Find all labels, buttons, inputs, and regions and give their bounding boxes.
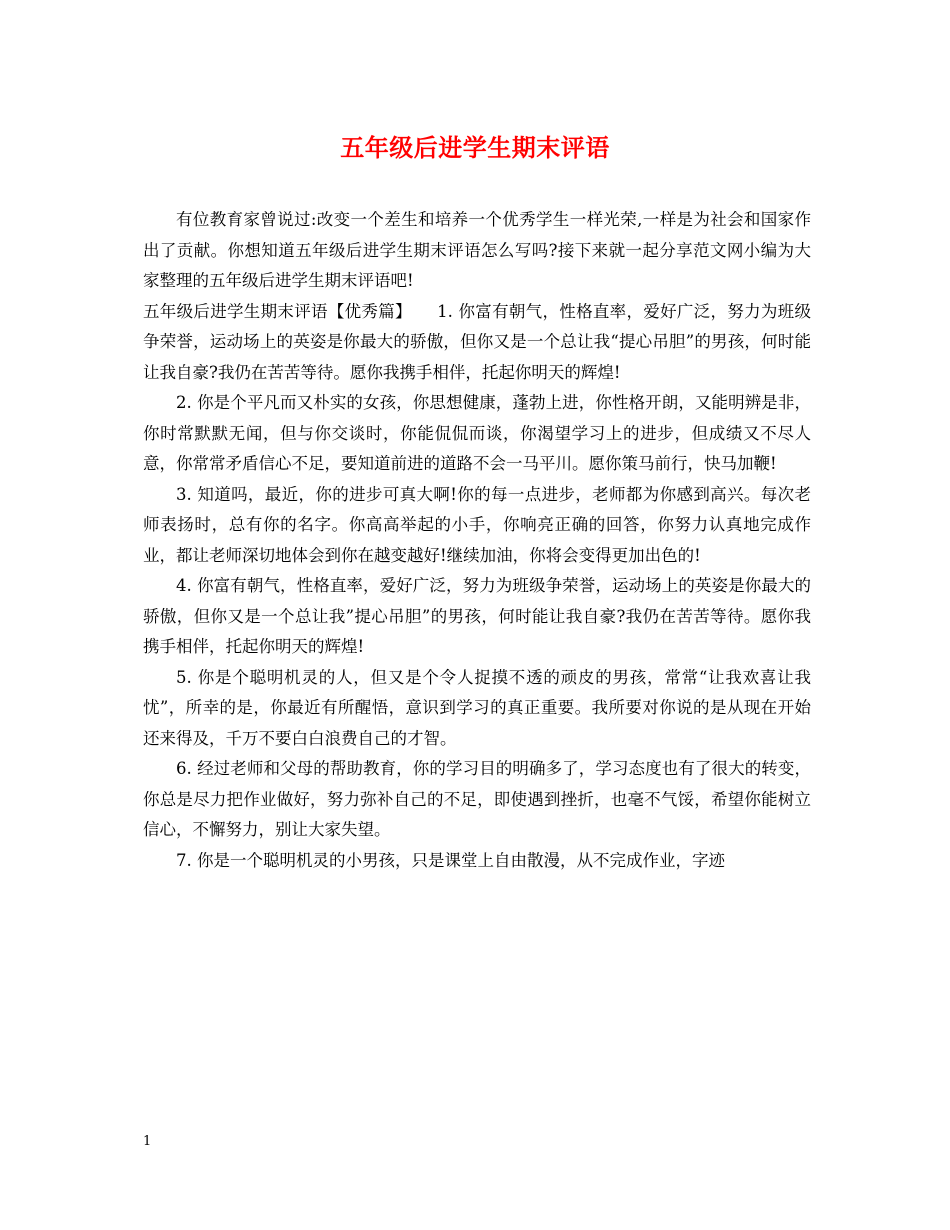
comment-paragraph-4: 4. 你富有朝气，性格直率，爱好广泛，努力为班级争荣誉，运动场上的英姿是你最大的骄傲，但你又是一个总让我”提心吊胆”的男孩，何时能让我自豪?我仍在苦苦等待。愿你我携手相伴，托起你明天的辉煌! — [143, 576, 811, 656]
document-body — [143, 205, 811, 876]
page-number: 1 — [143, 1134, 152, 1149]
comment-paragraph-5: 5. 你是个聪明机灵的人，但又是个令人捉摸不透的顽皮的男孩，常常“让我欢喜让我忧”，所幸的是，你最近有所醒悟，意识到学习的真正重要。我所要对你说的是从现在开始还来得及，千万不要白白浪费自己的才智。 — [143, 667, 811, 748]
comment-paragraph-3: 3. 知道吗，最近，你的进步可真大啊!你的每一点进步，老师都为你感到高兴。每次老师表扬时，总有你的名字。你高高举起的小手，你响亮正确的回答，你努力认真地完成作业，都让老师深切地体会到你在越变越好!继续加油，你将会变得更加出色的! — [143, 484, 811, 565]
intro-paragraph: 有位教育家曾说过:改变一个差生和培养一个优秀学生一样光荣,一样是为社会和国家作出了贡献。你想知道五年级后进学生期末评语怎么写吗?接下来就一起分享范文网小编为大家整理的五年级后进学生期末评语吧! — [143, 210, 811, 290]
comment-paragraph-6: 6. 经过老师和父母的帮助教育，你的学习目的明确多了，学习态度也有了很大的转变，你总是尽力把作业做好，努力弥补自己的不足，即使遇到挫折，也毫不气馁，希望你能树立信心，不懈努力，别让大家失望。 — [143, 759, 811, 839]
page-title: 五年级后进学生期末评语 — [340, 133, 610, 162]
comment-paragraph-1: 五年级后进学生期末评语【优秀篇】 1. 你富有朝气，性格直率，爱好广泛，努力为班级争荣誉，运动场上的英姿是你最大的骄傲，但你又是一个总让我“提心吊胆”的男孩，何时能让我自豪?我仍在苦苦等待。愿你我携手相伴，托起你明天的辉煌! — [143, 301, 811, 382]
comment-paragraph-2: 2. 你是个平凡而又朴实的女孩，你思想健康，蓬勃上进，你性格开朗，又能明辨是非，你时常默默无闻，但与你交谈时，你能侃侃而谈，你渴望学习上的进步，但成绩又不尽人意，你常常矛盾信心不足，要知道前进的道路不会一马平川。愿你策马前行，快马加鞭! — [143, 393, 811, 473]
comment-paragraph-7: 7. 你是一个聪明机灵的小男孩，只是课堂上自由散漫，从不完成作业，字迹 — [176, 850, 725, 870]
